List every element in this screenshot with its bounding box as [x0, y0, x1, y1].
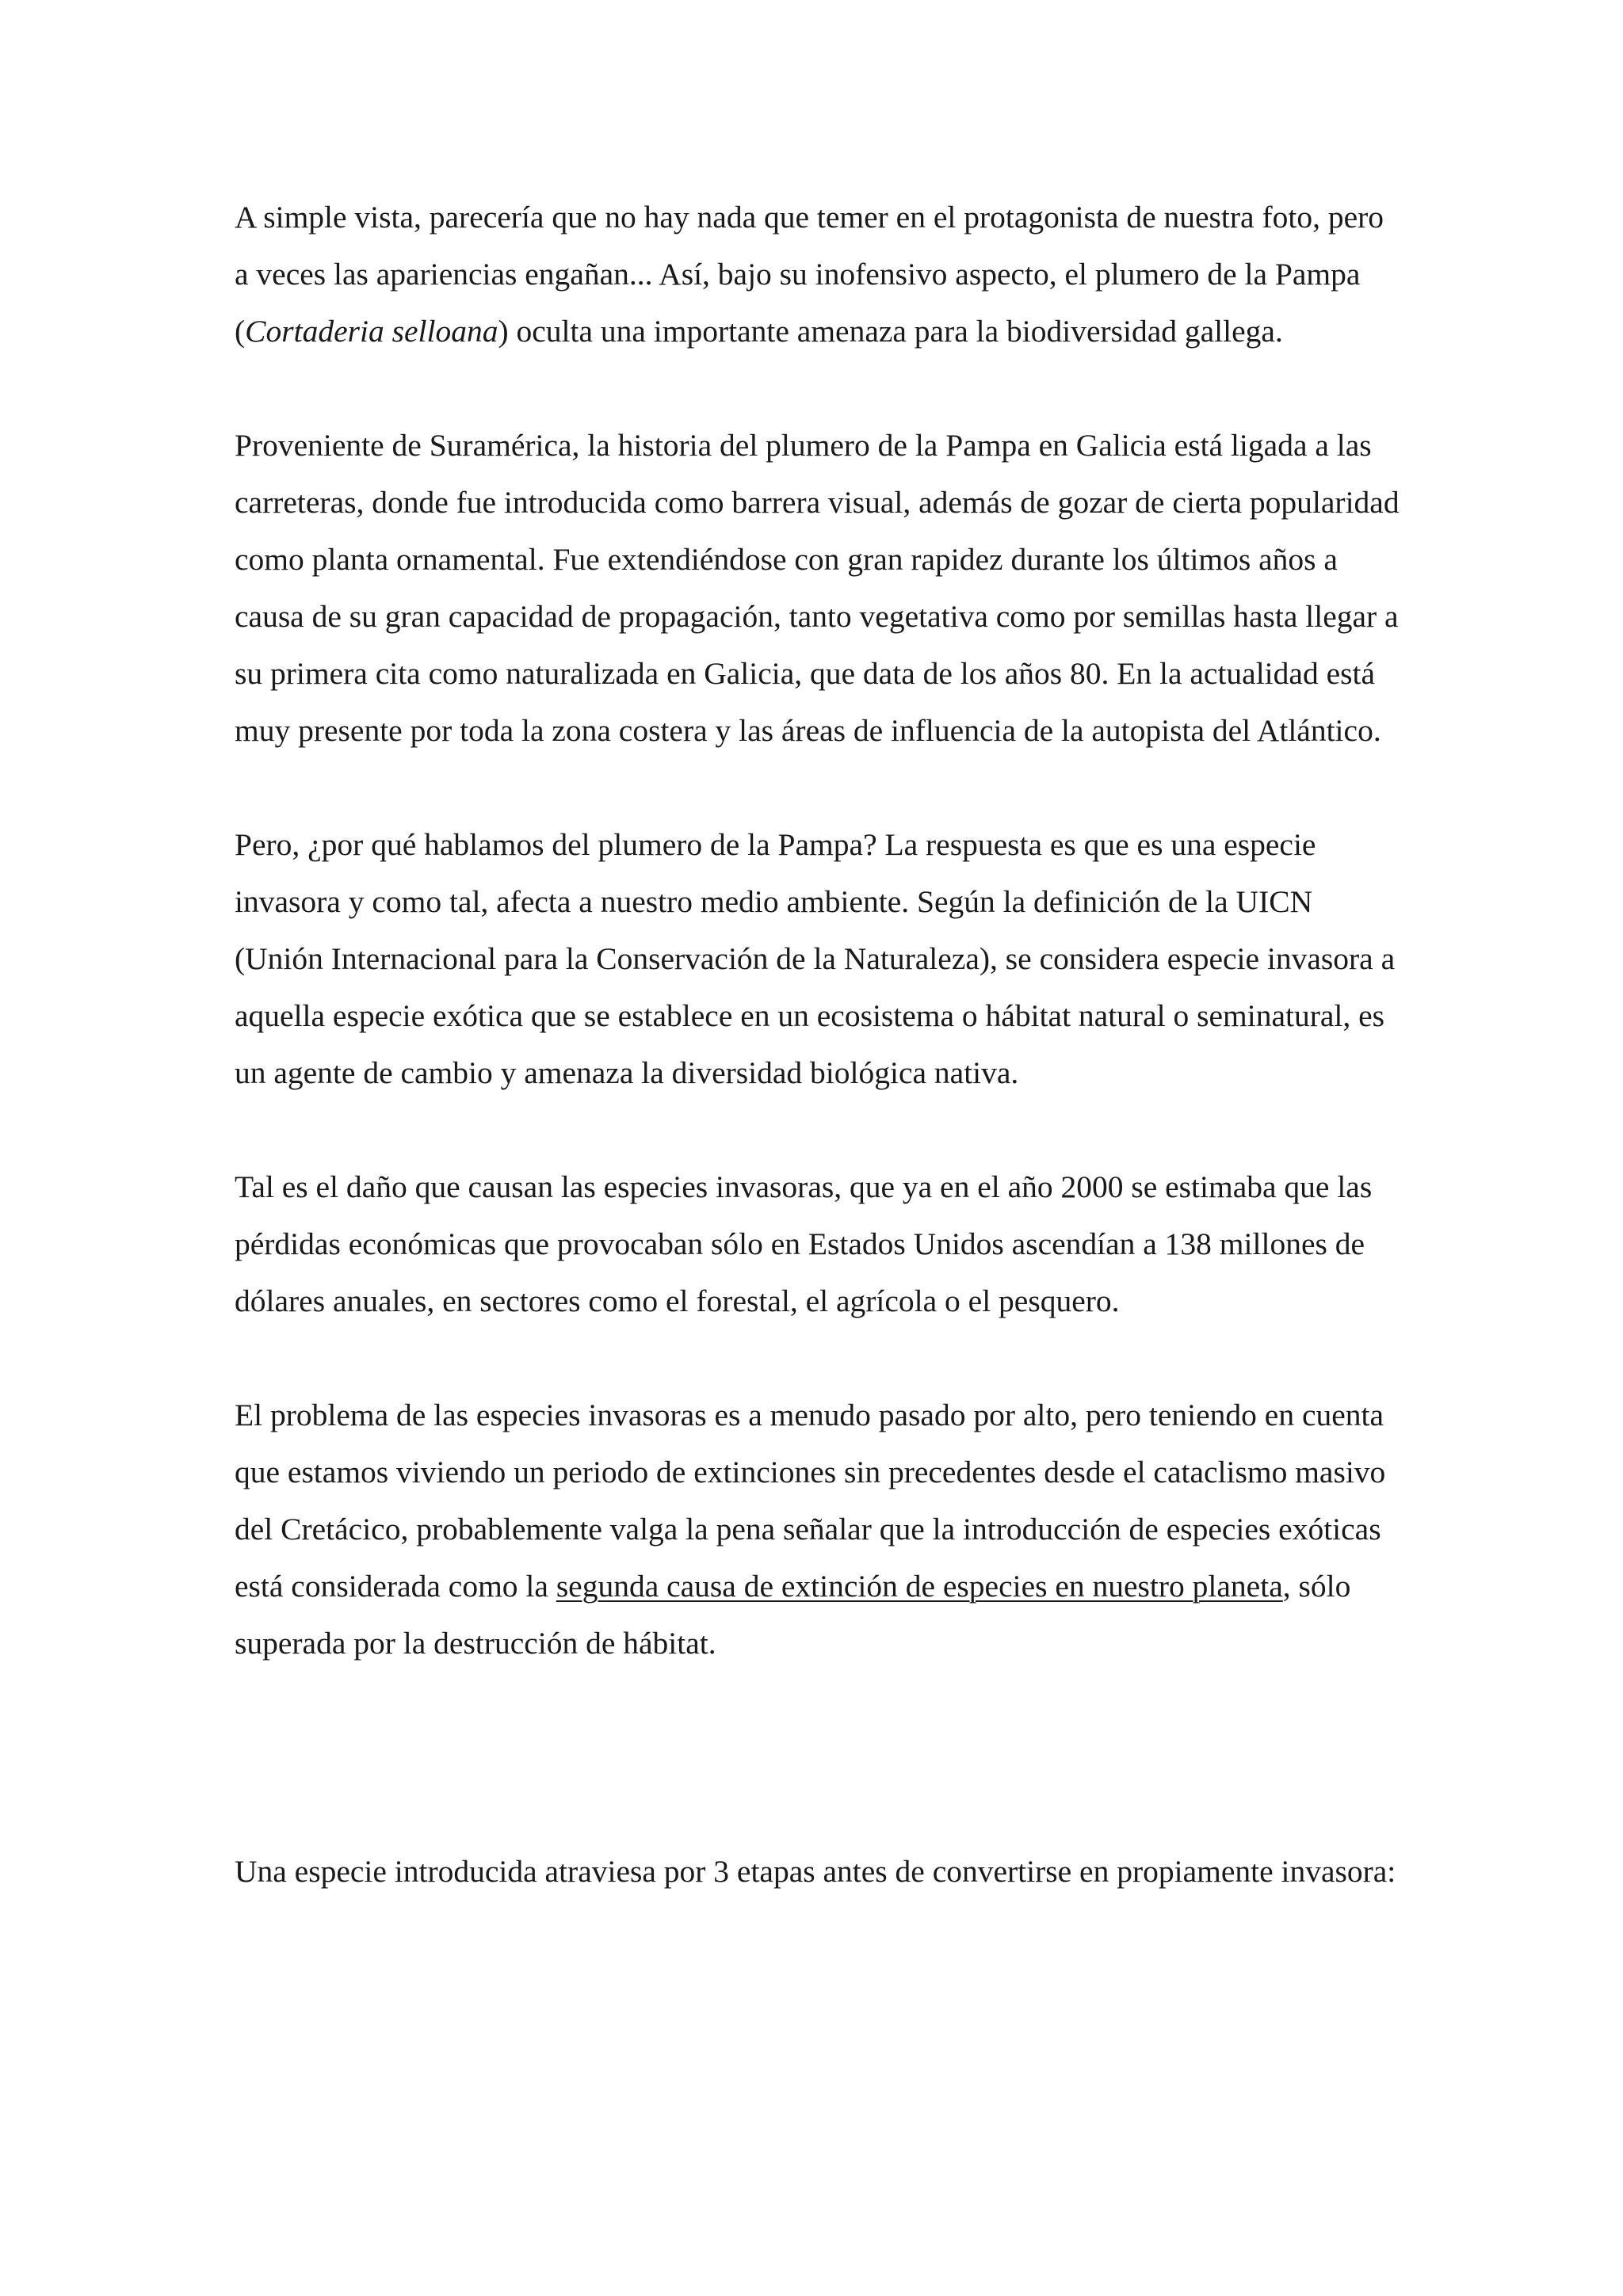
paragraph-spacer [235, 759, 1400, 816]
document-body [235, 189, 1400, 1900]
intro-text-end: ) oculta una importante amenaza para la biodiversidad gallega. [498, 314, 1283, 349]
intro-text-start: A simple vista, parecería que no hay nada que temer en el protagonista de nuestra foto, pero a veces las apariencias engañan... Así, bajo su inofensivo aspecto, el plumero de la Pampa ( [235, 200, 1384, 349]
paragraph-spacer [235, 360, 1400, 417]
paragraph-extinction-cause [235, 1386, 1400, 1672]
paragraph-definition: Pero, ¿por qué hablamos del plumero de la Pampa? La respuesta es que es una especie invasora y como tal, afecta a nuestro medio ambiente. Según la definición de la UICN (Unión Internacional para la Conservación de la Naturaleza), se considera especie invasora a aquella especie exótica que se establece en un ecosistema o hábitat natural o seminatural, es un agente de cambio y amenaza la diversidad biológica nativa. [235, 827, 1396, 1090]
paragraph-spacer-large [235, 1672, 1400, 1843]
paragraph-stages-intro: Una especie introducida atraviesa por 3 etapas antes de convertirse en propiamente invasora: [235, 1854, 1396, 1889]
paragraph-origin: Proveniente de Suramérica, la historia del plumero de la Pampa en Galicia está ligada a las carreteras, donde fue introducida como barrera visual, además de gozar de cierta popularidad como planta ornamental. Fue extendiéndose con gran rapidez durante los últimos años a causa de su gran capacidad de propagación, tanto vegetativa como por semillas hasta llegar a su primera cita como naturalizada en Galicia, que data de los años 80. En la actualidad está muy presente por toda la zona costera y las áreas de influencia de la autopista del Atlántico. [235, 428, 1400, 748]
paragraph-economic-damage: Tal es el daño que causan las especies invasoras, que ya en el año 2000 se estimaba que las pérdidas económicas que provocaban sólo en Estados Unidos ascendían a 138 millones de dólares anuales, en sectores como el forestal, el agrícola o el pesquero. [235, 1169, 1373, 1318]
species-scientific-name: Cortaderia selloana [245, 314, 498, 349]
extinction-cause-link[interactable]: segunda causa de extinción de especies en nuestro planeta [556, 1569, 1283, 1604]
paragraph-spacer [235, 1101, 1400, 1158]
paragraph-intro [235, 189, 1400, 360]
extinction-text-end: , sólo superada por la destrucción de hábitat. [235, 1569, 1351, 1661]
paragraph-spacer [235, 1329, 1400, 1386]
extinction-text-start: El problema de las especies invasoras es a menudo pasado por alto, pero teniendo en cuenta que estamos viviendo un periodo de extinciones sin precedentes desde el cataclismo masivo del Cretácico, probablemente valga la pena señalar que la introducción de especies exóticas está considerada como la [235, 1398, 1386, 1604]
